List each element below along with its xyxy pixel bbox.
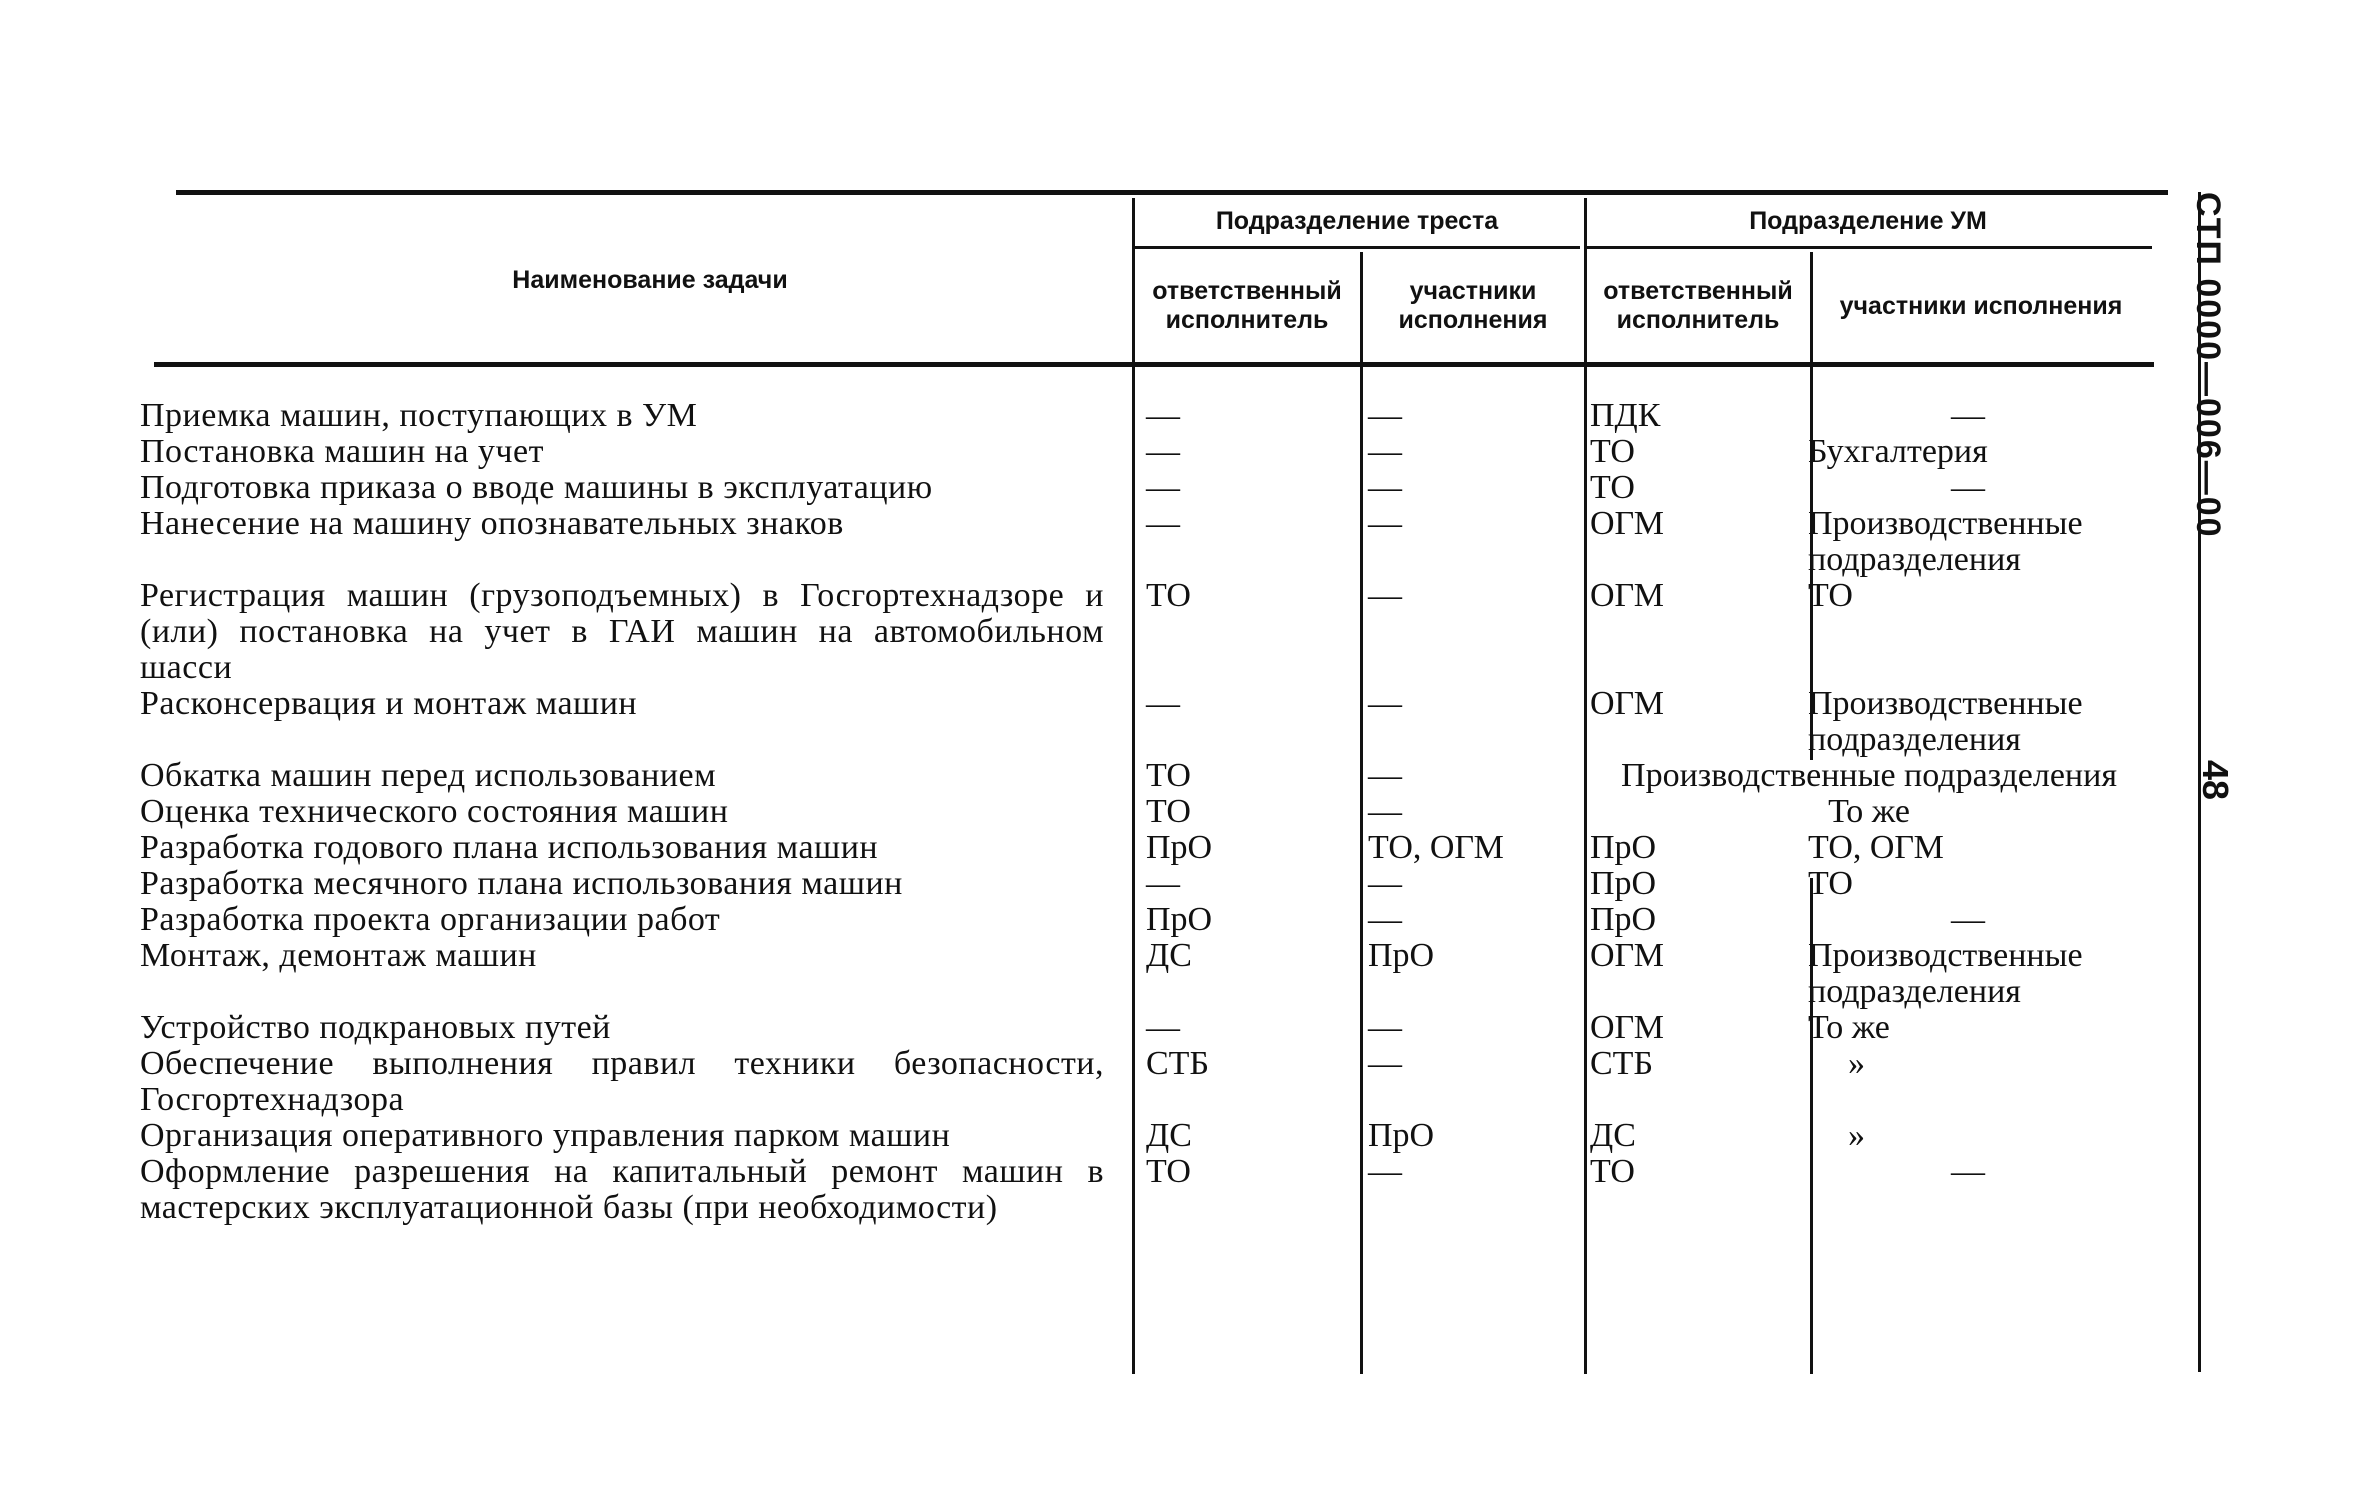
table-row [140,758,2140,794]
um-participants-cell: » [1848,1117,1865,1154]
table-row [140,506,2140,578]
table-body [140,398,2140,1226]
task-name-cell: Обкатка машин перед использованием [140,757,717,794]
um-participants-cell: Производственные подразделения [1808,505,2083,578]
um-participants-cell: — [1951,1153,1985,1190]
trust-participants-cell: — [1368,433,1402,470]
header-um-group: Подразделение УМ [1749,206,1987,235]
task-name-cell: Регистрация машин (грузоподъемных) в Госгортехнадзоре и (или) постановка на учет в ГАИ машин на автомобильном шасси [140,577,1104,686]
trust-participants-cell: — [1368,1009,1402,1046]
um-participants-cell: » [1848,1045,1865,1082]
task-name-cell: Постановка машин на учет [140,433,544,470]
document-code: СТП 0000—006—00 [2189,192,2227,539]
task-name-cell: Оценка технического состояния машин [140,793,729,830]
trust-participants-cell: ТО, ОГМ [1368,829,1504,866]
trust-responsible-cell: ПрО [1146,829,1213,866]
trust-participants-cell: — [1368,397,1402,434]
header-um-participants: участники исполнения [1839,291,2123,320]
trust-participants-cell: — [1368,865,1402,902]
task-name-cell: Разработка годового плана использования машин [140,829,879,866]
header-task-name: Наименование задачи [512,265,788,294]
trust-participants-cell: — [1368,685,1402,722]
trust-responsible-cell: — [1146,397,1180,434]
um-participants-cell: ТО, ОГМ [1808,829,1944,866]
um-participants-cell: ТО [1808,577,1853,614]
trust-responsible-cell: ТО [1146,757,1191,794]
trust-responsible-cell: — [1146,433,1180,470]
task-name-cell: Оформление разрешения на капитальный ремонт машин в мастерских эксплуатационной базы (при необходимости) [140,1153,1104,1226]
um-responsible-cell: ОГМ [1590,505,1664,542]
trust-responsible-cell: — [1146,865,1180,902]
trust-participants-cell: — [1368,1153,1402,1190]
trust-responsible-cell: ТО [1146,1153,1191,1190]
page-number: 48 [2195,760,2236,801]
um-responsible-cell: ОГМ [1590,577,1664,614]
trust-participants-cell: — [1368,901,1402,938]
trust-responsible-cell: ТО [1146,577,1191,614]
um-participants-cell: Производственные подразделения [1808,685,2083,758]
header-trust-responsible: ответственный исполнитель [1152,277,1342,334]
trust-responsible-cell: СТБ [1146,1045,1209,1082]
um-responsible-cell: ТО [1590,1153,1635,1190]
task-name-cell: Подготовка приказа о вводе машины в эксплуатацию [140,469,933,506]
table-row [140,938,2140,1010]
task-name-cell: Разработка проекта организации работ [140,901,721,938]
trust-participants-cell: — [1368,793,1402,830]
um-responsible-cell: ОГМ [1590,937,1664,974]
table-row [140,1154,2140,1226]
table-row [140,578,2140,686]
trust-responsible-cell: — [1146,469,1180,506]
um-participants-cell: — [1951,469,1985,506]
um-responsible-cell: СТБ [1590,1045,1653,1082]
trust-responsible-cell: ПрО [1146,901,1213,938]
trust-responsible-cell: — [1146,685,1180,722]
um-group-underline [1586,246,2152,249]
task-name-cell: Обеспечение выполнения правил техники безопасности, Госгортехнадзора [140,1045,1104,1118]
task-name-cell: Расконсервация и монтаж машин [140,685,638,722]
um-responsible-cell: ПрО [1590,901,1657,938]
table-row [140,470,2140,506]
um-responsible-cell: ДС [1590,1117,1636,1154]
table-row [140,398,2140,434]
table-row [140,902,2140,938]
um-participants-cell: ТО [1808,865,1853,902]
table-row [140,1046,2140,1118]
table-row [140,686,2140,758]
trust-participants-cell: — [1368,1045,1402,1082]
um-merged-cell: Производственные подразделения [1621,757,2117,794]
trust-participants-cell: — [1368,757,1402,794]
um-participants-cell: Производственные подразделения [1808,937,2083,1010]
um-responsible-cell: ПрО [1590,829,1657,866]
um-participants-cell: — [1951,901,1985,938]
table-row [140,830,2140,866]
task-name-cell: Нанесение на машину опознавательных знаков [140,505,844,542]
um-responsible-cell: ОГМ [1590,685,1664,722]
table-row [140,1010,2140,1046]
um-participants-cell: То же [1808,1009,1890,1046]
um-responsible-cell: ОГМ [1590,1009,1664,1046]
table-top-rule [176,190,2168,195]
um-responsible-cell: ПрО [1590,865,1657,902]
table-row [140,794,2140,830]
trust-responsible-cell: — [1146,505,1180,542]
um-participants-cell: Бухгалтерия [1808,433,1988,470]
um-merged-cell: То же [1828,793,1910,830]
header-trust-group: Подразделение треста [1215,206,1499,235]
table-row [140,434,2140,470]
task-name-cell: Монтаж, демонтаж машин [140,937,537,974]
table-row [140,866,2140,902]
table-row [140,1118,2140,1154]
task-name-cell: Устройство подкрановых путей [140,1009,611,1046]
um-responsible-cell: ТО [1590,433,1635,470]
trust-responsible-cell: ТО [1146,793,1191,830]
task-name-cell: Приемка машин, поступающих в УМ [140,397,698,434]
um-responsible-cell: ПДК [1590,397,1661,434]
header-um-responsible: ответственный исполнитель [1603,277,1793,334]
task-name-cell: Организация оперативного управления парком машин [140,1117,951,1154]
header-bottom-rule [154,362,2154,367]
trust-participants-cell: — [1368,505,1402,542]
trust-responsible-cell: — [1146,1009,1180,1046]
task-name-cell: Разработка месячного плана использования машин [140,865,903,902]
trust-group-underline [1134,246,1580,249]
trust-participants-cell: ПрО [1368,937,1435,974]
trust-responsible-cell: ДС [1146,937,1192,974]
header-trust-participants: участники исполнения [1398,277,1548,334]
trust-participants-cell: — [1368,577,1402,614]
trust-responsible-cell: ДС [1146,1117,1192,1154]
trust-participants-cell: ПрО [1368,1117,1435,1154]
um-participants-cell: — [1951,397,1985,434]
um-responsible-cell: ТО [1590,469,1635,506]
trust-participants-cell: — [1368,469,1402,506]
